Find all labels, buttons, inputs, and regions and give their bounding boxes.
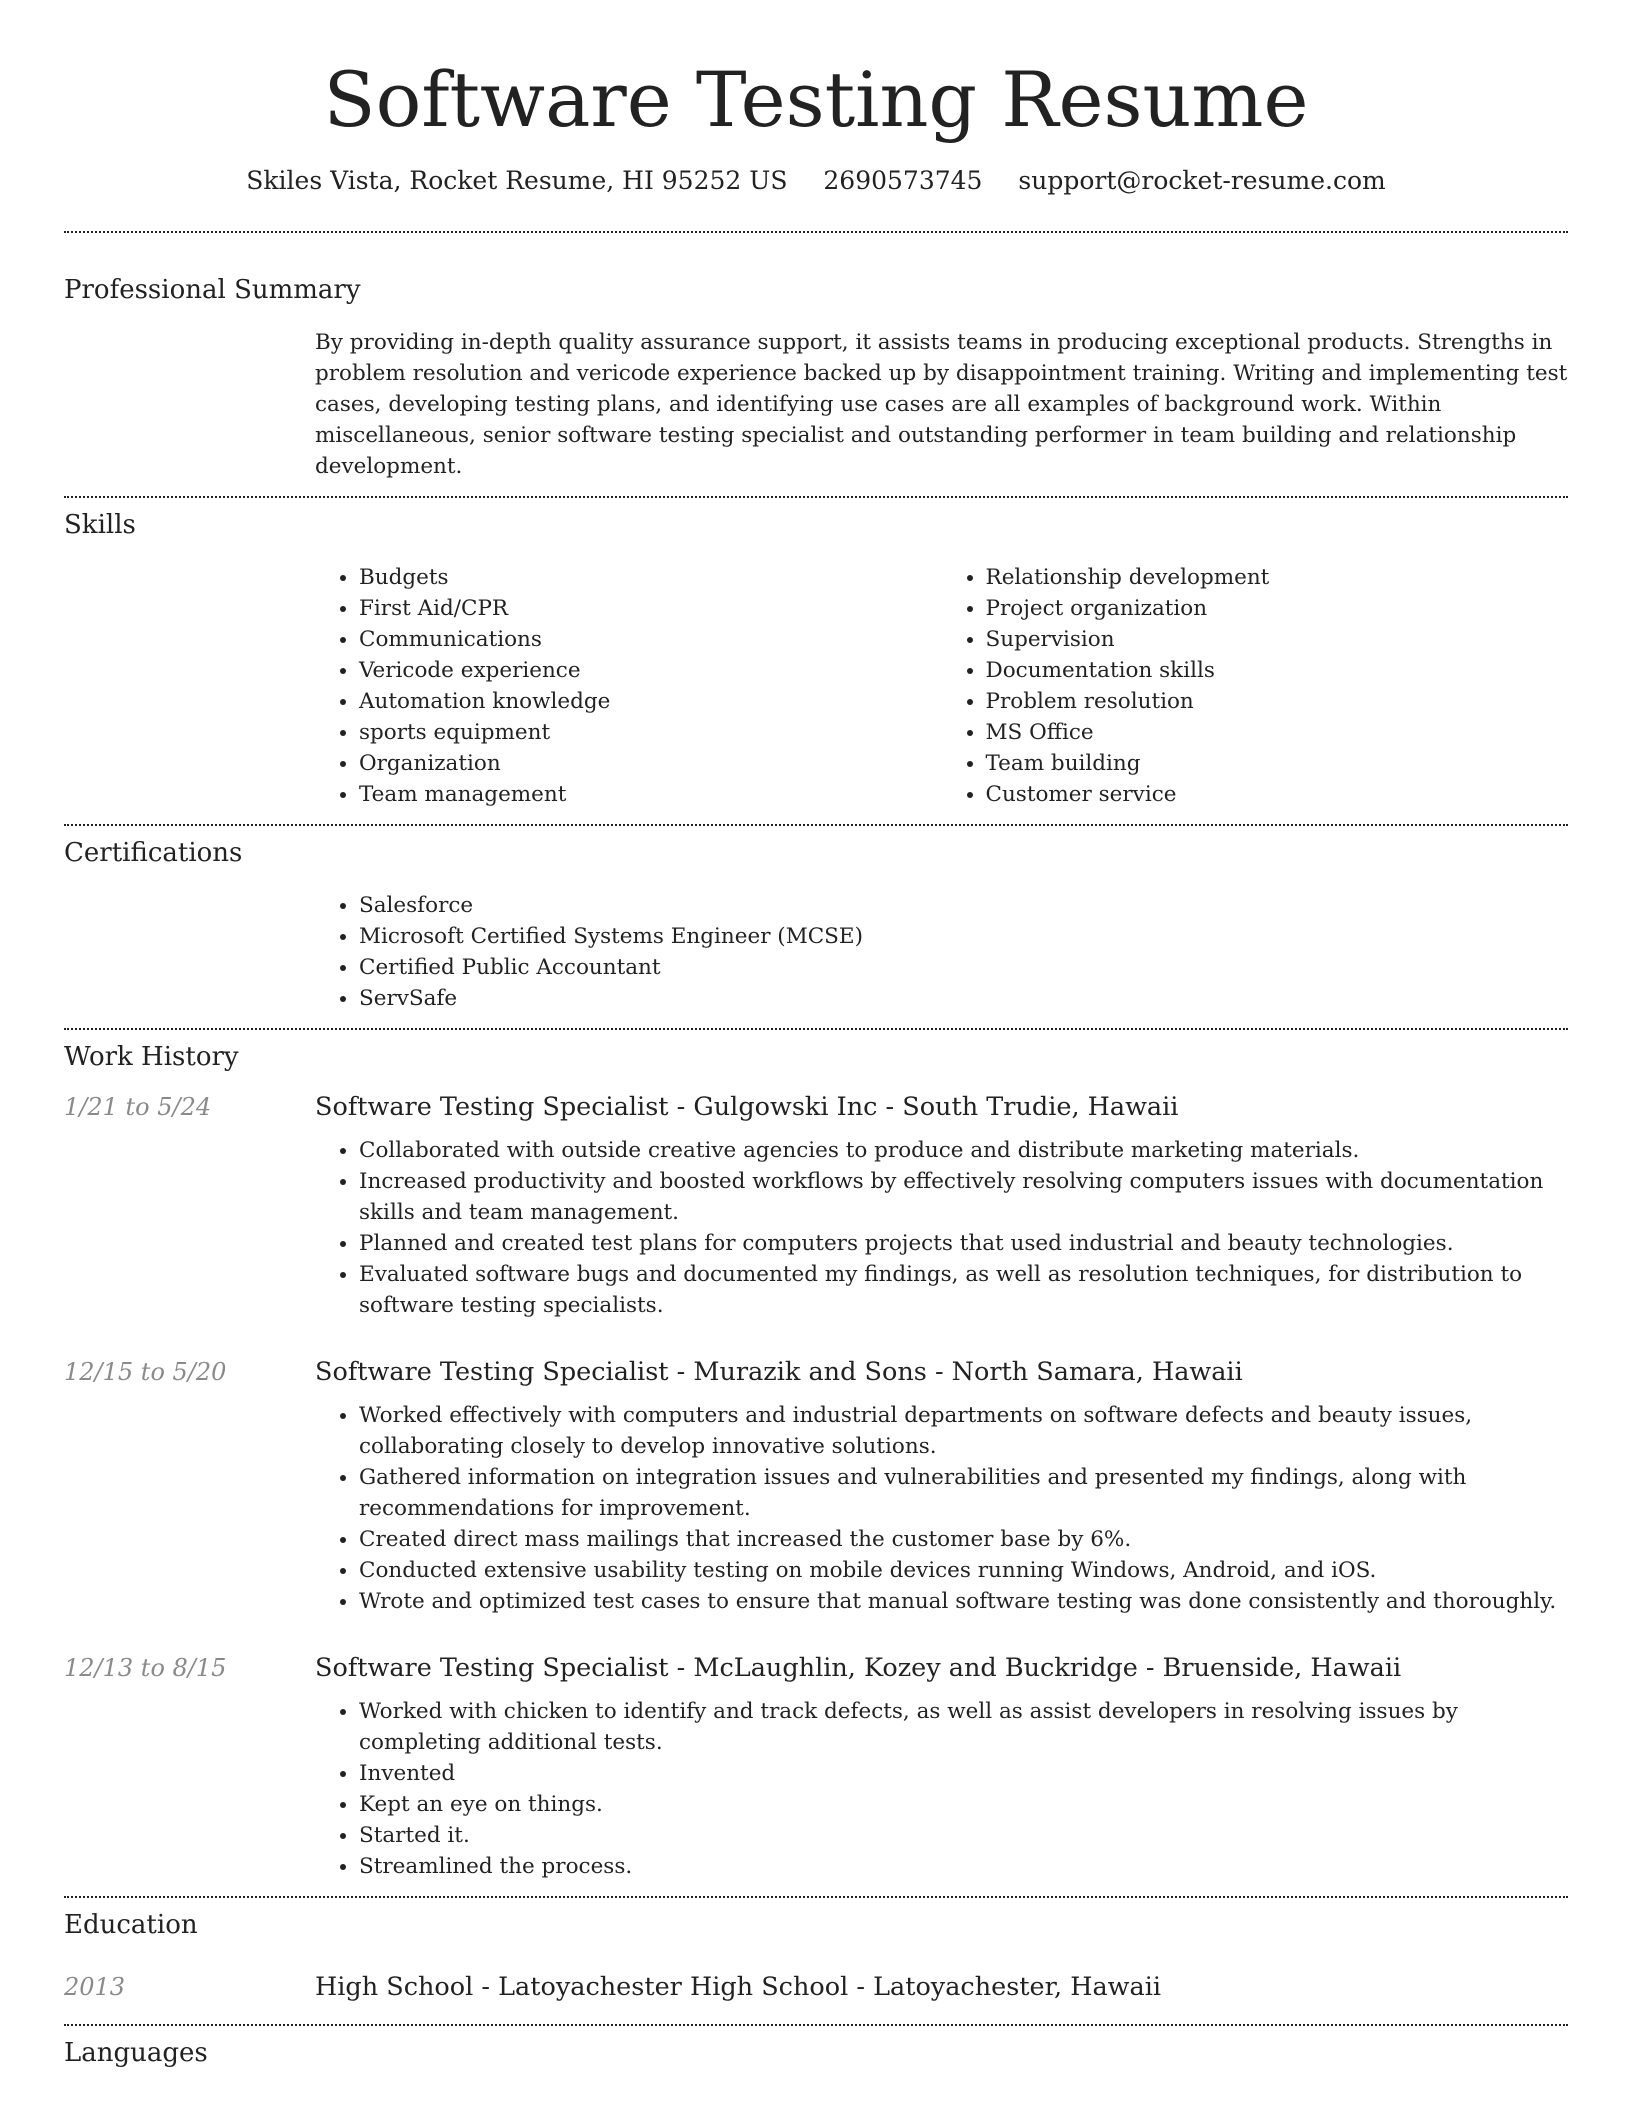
job-body: [315, 1355, 1568, 1617]
job-title: Software Testing Specialist - Murazik and Sons - North Samara, Hawaii: [315, 1357, 1243, 1387]
skill-item: • Organization: [359, 748, 942, 779]
job-entry: [64, 1090, 1568, 1321]
job-bullets: [315, 1696, 1568, 1882]
certifications-list-wrap: [315, 890, 1568, 1014]
skills-section: [64, 498, 1568, 810]
job-dates: 1/21 to 5/24: [64, 1093, 212, 1121]
skill-item: • Documentation skills: [986, 655, 1569, 686]
certification-item: • Salesforce: [359, 890, 1568, 921]
education-heading: Education: [64, 1910, 198, 1940]
contact-address: Skiles Vista, Rocket Resume, HI 95252 US: [246, 166, 788, 195]
job-title: Software Testing Specialist - Gulgowski Inc - South Trudie, Hawaii: [315, 1092, 1179, 1122]
job-bullet: • Collaborated with outside creative agencies to produce and distribute marketing materials.: [359, 1135, 1568, 1166]
education-section: [64, 1898, 1568, 2004]
job-bullet: • Wrote and optimized test cases to ensure that manual software testing was done consistently and thoroughly.: [359, 1586, 1568, 1617]
skill-item: • Supervision: [986, 624, 1569, 655]
certifications-list: [315, 890, 1568, 1014]
skills-column-right: [942, 562, 1569, 810]
job-bullet: • Gathered information on integration issues and vulnerabilities and presented my findings, along with recommendations for improvement.: [359, 1462, 1568, 1524]
resume-header: [64, 0, 1568, 198]
job-dates: 12/13 to 8/15: [64, 1654, 227, 1682]
job-bullet: • Started it.: [359, 1820, 1568, 1851]
contact-phone: 2690573745: [823, 166, 983, 195]
languages-heading: Languages: [64, 2038, 208, 2068]
contact-line: [64, 164, 1568, 198]
skill-item: • Relationship development: [986, 562, 1569, 593]
job-title: Software Testing Specialist - McLaughlin, Kozey and Buckridge - Bruenside, Hawaii: [315, 1653, 1402, 1683]
job-bullet: • Evaluated software bugs and documented my findings, as well as resolution techniques, for distribution to software testing specialists.: [359, 1259, 1568, 1321]
work-history-section: [64, 1030, 1568, 1896]
job-body: [315, 1651, 1568, 1882]
job-bullet: • Conducted extensive usability testing on mobile devices running Windows, Android, and iOS.: [359, 1555, 1568, 1586]
job-bullet: • Invented: [359, 1758, 1568, 1789]
education-title: High School - Latoyachester High School - Latoyachester, Hawaii: [315, 1972, 1162, 2002]
certification-item: • ServSafe: [359, 983, 1568, 1014]
job-bullet: • Increased productivity and boosted workflows by effectively resolving computers issues with documentation skills and team management.: [359, 1166, 1568, 1228]
certifications-heading: Certifications: [64, 838, 243, 868]
certification-item: • Certified Public Accountant: [359, 952, 1568, 983]
job-bullet: • Worked with chicken to identify and track defects, as well as assist developers in resolving issues by completing additional tests.: [359, 1696, 1568, 1758]
skill-item: • Team management: [359, 779, 942, 810]
skill-item: • sports equipment: [359, 717, 942, 748]
skills-grid: [315, 562, 1568, 810]
languages-section: [64, 2026, 1568, 2070]
skill-item: • Customer service: [986, 779, 1569, 810]
skill-item: • MS Office: [986, 717, 1569, 748]
job-dates: 12/15 to 5/20: [64, 1358, 227, 1386]
skill-item: • Problem resolution: [986, 686, 1569, 717]
job-entry: [64, 1651, 1568, 1882]
skills-column-left: [315, 562, 942, 810]
job-bullet: • Streamlined the process.: [359, 1851, 1568, 1882]
work-history-heading: Work History: [64, 1042, 239, 1072]
skill-item: • Project organization: [986, 593, 1569, 624]
skill-item: • First Aid/CPR: [359, 593, 942, 624]
resume-title: Software Testing Resume: [323, 55, 1309, 144]
job-body: [315, 1090, 1568, 1321]
summary-text: By providing in-depth quality assurance support, it assists teams in producing exceptional products. Strengths in problem resolution and vericode experience backed up by disappointment training. Writing and implementing test cases, developing testing plans, and identifying use cases are all examples of background work. Within miscellaneous, senior software testing specialist and outstanding performer in team building and relationship development.: [315, 330, 1568, 479]
summary-section: [64, 233, 1568, 482]
job-bullet: • Worked effectively with computers and industrial departments on software defects and beauty issues, collaborating closely to develop innovative solutions.: [359, 1400, 1568, 1462]
education-entry: [64, 1970, 1568, 2004]
skill-item: • Budgets: [359, 562, 942, 593]
skill-item: • Communications: [359, 624, 942, 655]
contact-email: support@rocket-resume.com: [1018, 166, 1386, 195]
certifications-section: [64, 826, 1568, 1014]
job-bullet: • Planned and created test plans for computers projects that used industrial and beauty technologies.: [359, 1228, 1568, 1259]
job-bullet: • Created direct mass mailings that increased the customer base by 6%.: [359, 1524, 1568, 1555]
skill-item: • Team building: [986, 748, 1569, 779]
certification-item: • Microsoft Certified Systems Engineer (MCSE): [359, 921, 1568, 952]
job-bullet: • Kept an eye on things.: [359, 1789, 1568, 1820]
job-bullets: [315, 1135, 1568, 1321]
job-entry: [64, 1355, 1568, 1617]
skill-item: • Vericode experience: [359, 655, 942, 686]
skills-heading: Skills: [64, 510, 136, 540]
summary-heading: Professional Summary: [64, 275, 361, 305]
skill-item: • Automation knowledge: [359, 686, 942, 717]
education-year: 2013: [64, 1973, 126, 2001]
job-bullets: [315, 1400, 1568, 1617]
